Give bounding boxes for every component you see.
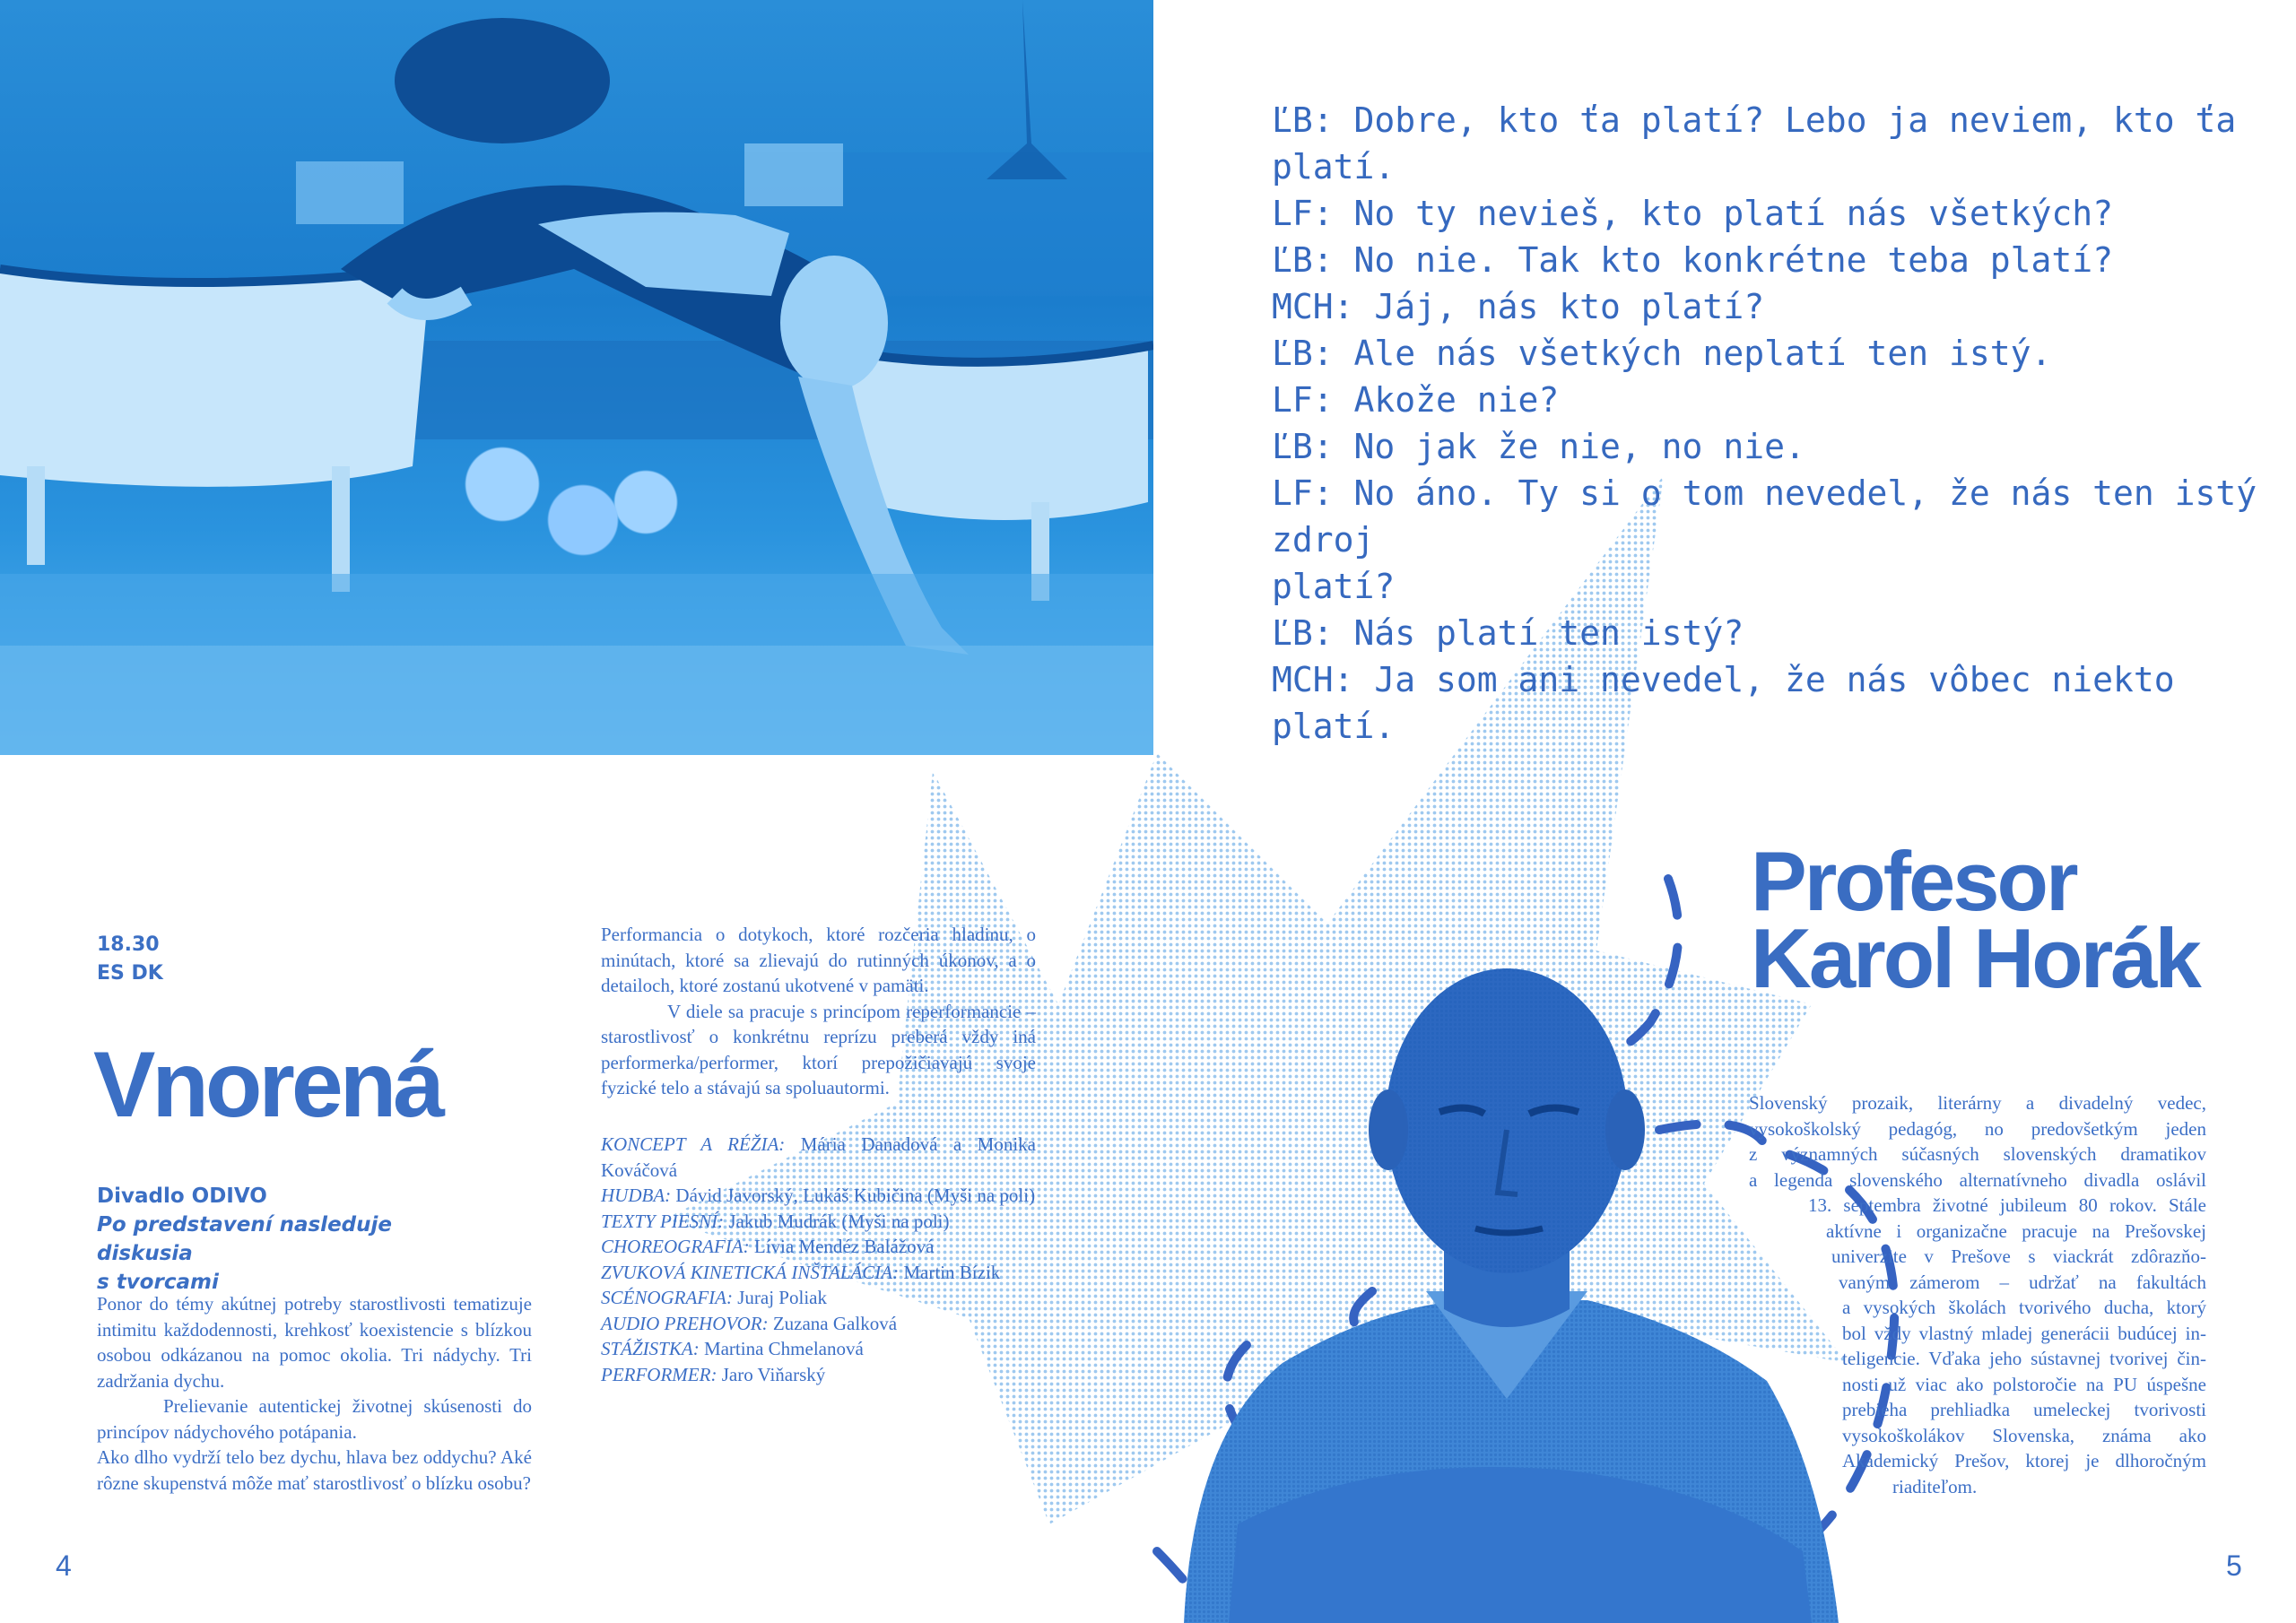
bio-line: vysokoškolský pedagóg, no predovšetkým jeden bbox=[1749, 1117, 2206, 1140]
intro-paragraph: Prelievanie autentickej životnej skúsenosti do princípov nádychového potápania. bbox=[97, 1395, 532, 1443]
profile-title-line1: Profesor bbox=[1751, 834, 2076, 928]
credit-role: ZVUKOVÁ KINETICKÁ INŠTALÁCIA: bbox=[601, 1261, 900, 1283]
credit-role: AUDIO PREHOVOR: bbox=[601, 1312, 769, 1334]
bio-line: Slovenský prozaik, literárny a divadelný vedec, bbox=[1749, 1092, 2206, 1114]
dialogue-line: LF: No ty nevieš, kto platí nás všetkých? bbox=[1272, 194, 2113, 233]
dialogue-line: MCH: Jáj, nás kto platí? bbox=[1272, 287, 1765, 326]
profile-bio bbox=[1749, 1090, 2206, 1499]
credit-role: PERFORMER: bbox=[601, 1363, 718, 1385]
credit-role: SCÉNOGRAFIA: bbox=[601, 1287, 733, 1308]
intro-paragraph: Ako dlho vydrží telo bez dychu, hlava bez oddychu? Aké rôzne skupenstvá môže mať starostlivosť o blízku osobu? bbox=[97, 1446, 532, 1494]
dialogue-block bbox=[1272, 97, 2267, 750]
event-time: 18.30 bbox=[97, 933, 160, 956]
bio-line: teligencie. Vďaka jeho sústavnej tvorivej čin- bbox=[1842, 1348, 2206, 1369]
performance-photo-illustration bbox=[0, 0, 1153, 755]
bio-line: Akademický Prešov, ktorej je dlhoročným bbox=[1842, 1450, 2206, 1471]
bio-line: a legenda slovenského alternatívneho divadla oslávil bbox=[1749, 1168, 2206, 1191]
event-description bbox=[601, 922, 1036, 1101]
event-time-venue bbox=[97, 931, 163, 988]
credit-names: Mária Danadová a Monika Kováčová bbox=[601, 1133, 1036, 1181]
description-paragraph: V diele sa pracuje s princípom reperformancie – starostlivosť o konkrétnu reprízu preberá vždy iná performerka/performer, ktorí prepožičiavajú svoje fyzické telo a stávajú sa spoluautormi. bbox=[601, 1000, 1036, 1098]
bio-line: prebieha prehliadka umeleckej tvorivosti bbox=[1842, 1399, 2206, 1420]
credit-item bbox=[601, 1260, 1036, 1286]
discussion-note-line2: s tvorcami bbox=[97, 1271, 219, 1294]
bio-line: nosti už viac ako polstoročie na PU úspešne bbox=[1842, 1373, 2206, 1395]
profile-title bbox=[1751, 834, 2199, 1005]
event-intro bbox=[97, 1291, 532, 1496]
credit-item bbox=[601, 1311, 1036, 1337]
credit-item bbox=[601, 1183, 1036, 1209]
credit-item bbox=[601, 1285, 1036, 1311]
dialogue-line: ĽB: No jak že nie, no nie. bbox=[1272, 427, 1805, 466]
page-number-right: 5 bbox=[2226, 1549, 2242, 1582]
credit-role: KONCEPT A RÉŽIA: bbox=[601, 1133, 786, 1155]
event-venue: ES DK bbox=[97, 962, 163, 985]
dialogue-line: ĽB: Dobre, kto ťa platí? Lebo ja neviem, kto ťa platí. bbox=[1272, 100, 2237, 187]
company-name: Divadlo ODIVO bbox=[97, 1185, 267, 1208]
bio-line: aktívne i organizačne pracuje na Prešovskej bbox=[1826, 1219, 2206, 1242]
credit-names: Martina Chmelanová bbox=[703, 1338, 864, 1359]
discussion-note-line1: Po predstavení nasleduje diskusia bbox=[97, 1213, 392, 1265]
description-paragraph: Performancia o dotykoch, ktoré rozčeria hladinu, o minútach, ktoré sa zlievajú do rutinných úkonov, a o detailoch, ktoré zostanú ukotvené v pamäti. bbox=[601, 924, 1036, 996]
credit-item bbox=[601, 1132, 1036, 1183]
profile-title-line2: Karol Horák bbox=[1751, 911, 2199, 1005]
bio-line: bol vždy vlastný mladej generácii budúcej in- bbox=[1842, 1322, 2206, 1344]
credit-item bbox=[601, 1209, 1036, 1235]
bio-line: a vysokých školách tvorivého ducha, ktorý bbox=[1842, 1297, 2206, 1318]
page-number-left: 4 bbox=[56, 1549, 72, 1582]
credit-names: Lívia Mendéz Balážová bbox=[753, 1236, 935, 1257]
event-credits bbox=[601, 1132, 1036, 1387]
credit-names: Jaro Viňarský bbox=[721, 1363, 826, 1385]
credit-names: Dávid Javorský, Lukáš Kubičina (Myši na poli) bbox=[675, 1185, 1036, 1206]
dialogue-line: platí? bbox=[1272, 567, 1396, 606]
dialogue-line: ĽB: Ale nás všetkých neplatí ten istý. bbox=[1272, 334, 2052, 373]
bio-line: vysokoškolákov Slovenska, známa ako bbox=[1842, 1424, 2206, 1446]
credit-role: HUDBA: bbox=[601, 1185, 672, 1206]
credit-item bbox=[601, 1234, 1036, 1260]
credit-names: Zuzana Galková bbox=[772, 1312, 898, 1334]
bio-line: riaditeľom. bbox=[1892, 1475, 1978, 1497]
performance-photo bbox=[0, 0, 1153, 755]
dialogue-line: LF: Akože nie? bbox=[1272, 380, 1560, 420]
event-company-block bbox=[97, 1182, 474, 1297]
bio-line: z významných súčasných slovenských dramatikov bbox=[1749, 1143, 2206, 1165]
dialogue-line: MCH: Ja som ani nevedel, že nás vôbec niekto platí. bbox=[1272, 660, 2175, 746]
bio-line: vaným zámerom – udržať na fakultách bbox=[1839, 1271, 2206, 1293]
credit-names: Juraj Poliak bbox=[737, 1287, 827, 1308]
intro-paragraph: Ponor do témy akútnej potreby starostlivosti tematizuje intimitu každodennosti, krehkosť koexistencie s blízkou osobou odkázanou na pomoc okolia. Tri nádychy. Tri zadržania dychu. bbox=[97, 1293, 532, 1392]
credit-names: Martin Bízik bbox=[903, 1261, 1001, 1283]
dialogue-line: LF: No áno. Ty si o tom nevedel, že nás ten istý zdroj bbox=[1272, 473, 2257, 560]
dialogue-line: ĽB: Nás platí ten istý? bbox=[1272, 613, 1744, 653]
credit-role: TEXTY PIESNÍ: bbox=[601, 1210, 725, 1232]
event-title: Vnorená bbox=[93, 1033, 442, 1137]
credit-role: STÁŽISTKA: bbox=[601, 1338, 700, 1359]
bio-line: 13. septembra životné jubileum 80 rokov. Stále bbox=[1808, 1194, 2206, 1216]
dialogue-line: ĽB: No nie. Tak kto konkrétne teba platí? bbox=[1272, 240, 2113, 280]
credit-item bbox=[601, 1362, 1036, 1388]
bio-line: univerzite v Prešove s viackrát zdôrazňo- bbox=[1831, 1245, 2206, 1267]
credit-item bbox=[601, 1336, 1036, 1362]
credit-role: CHOREOGRAFIA: bbox=[601, 1236, 750, 1257]
credit-names: Jakub Mudrák (Myši na poli) bbox=[728, 1210, 950, 1232]
